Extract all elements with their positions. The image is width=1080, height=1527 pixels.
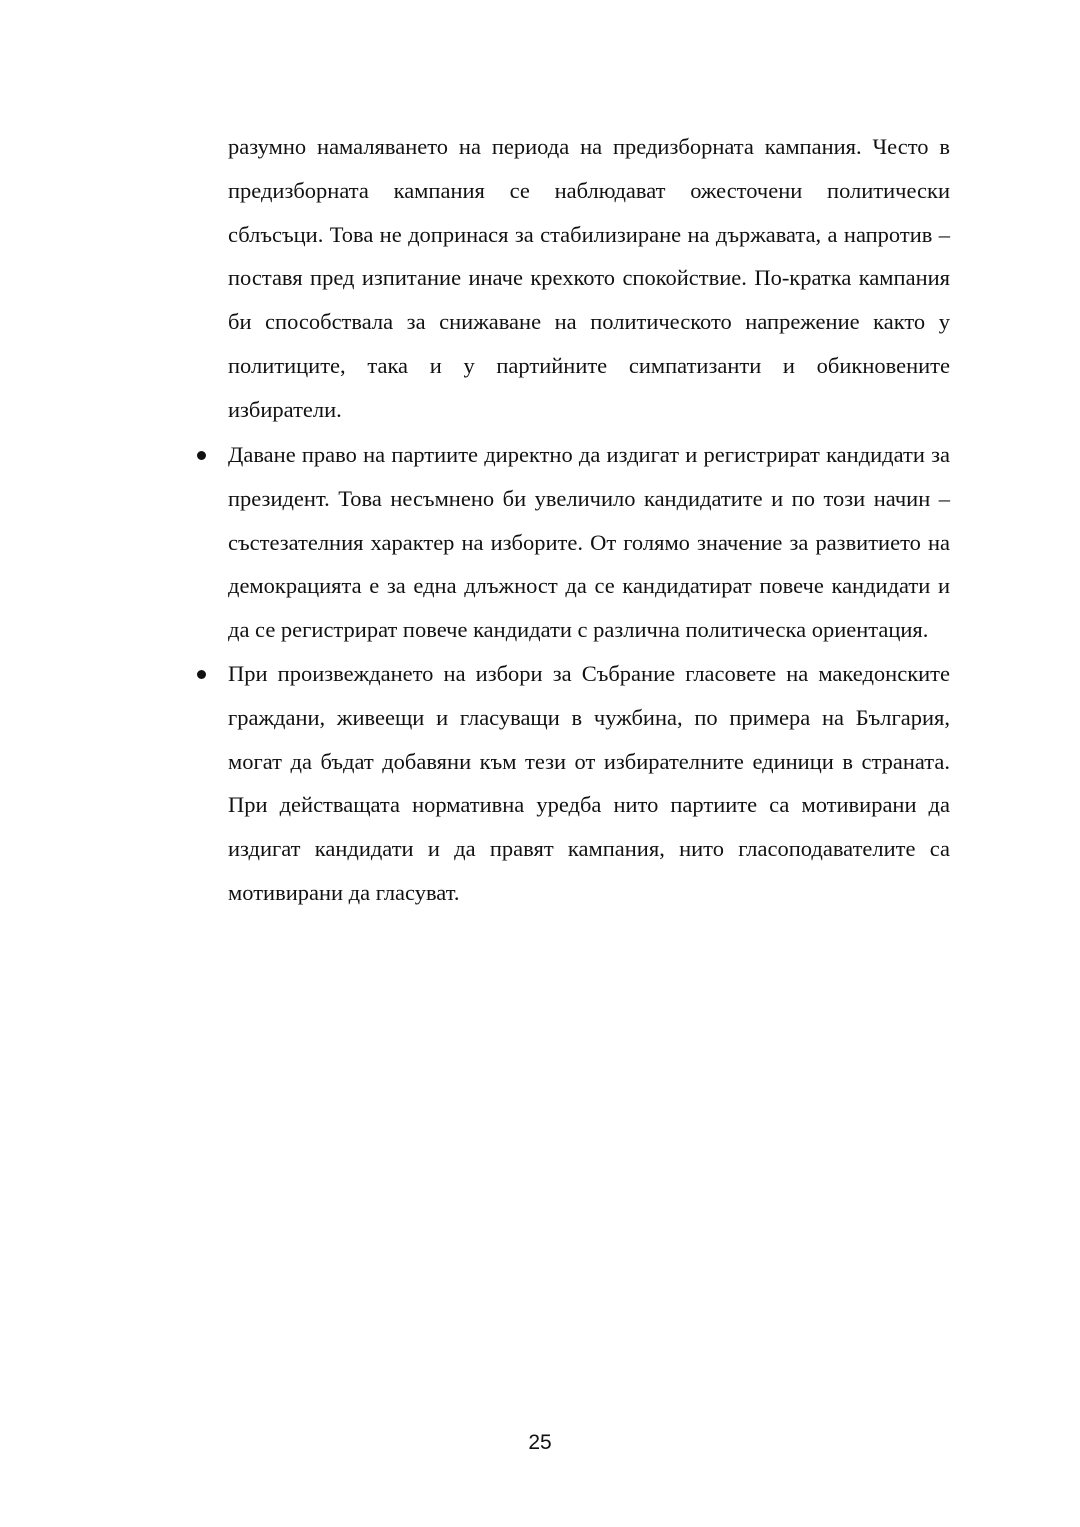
- bullet-item: [0, 652, 1080, 915]
- page-number: 25: [528, 1431, 552, 1454]
- bullet-item: [0, 433, 1080, 652]
- bullet-text: При произвеждането на избори за Събрание гласовете на македонските граждани, живеещи и гласуващи в чужбина, по примера на България, могат да бъдат добавяни към тези от избирателните единици в страната. При действащата нормативна уредба нито партиите са мотивирани да издигат кандидати и да правят кампания, нито гласоподавателите са мотивирани да гласуват.: [228, 660, 950, 905]
- bullet-point-icon: [197, 670, 206, 679]
- bullet-list: [0, 433, 1080, 915]
- continuation-paragraph: разумно намаляването на периода на предизборната кампания. Често в предизборната кампания се наблюдават ожесточени политически сблъсъци. Това не допринася за стабилизиране на държавата, а напротив – поставя пред изпитание иначе крехкото спокойствие. По-кратка кампания би способствала за снижаване на политическото напрежение както у политиците, така и у партийните симпатизанти и обикновените избиратели.: [228, 134, 950, 422]
- bullet-point-icon: [197, 451, 206, 460]
- bullet-text: Даване право на партиите директно да издигат и регистрират кандидати за президент. Това несъмнено би увеличило кандидатите и по този начин – състезателния характер на изборите. От голямо значение за развитието на демокрацията е за една длъжност да се кандидатират повече кандидати и да се регистрират повече кандидати с различна политическа ориентация.: [228, 442, 950, 643]
